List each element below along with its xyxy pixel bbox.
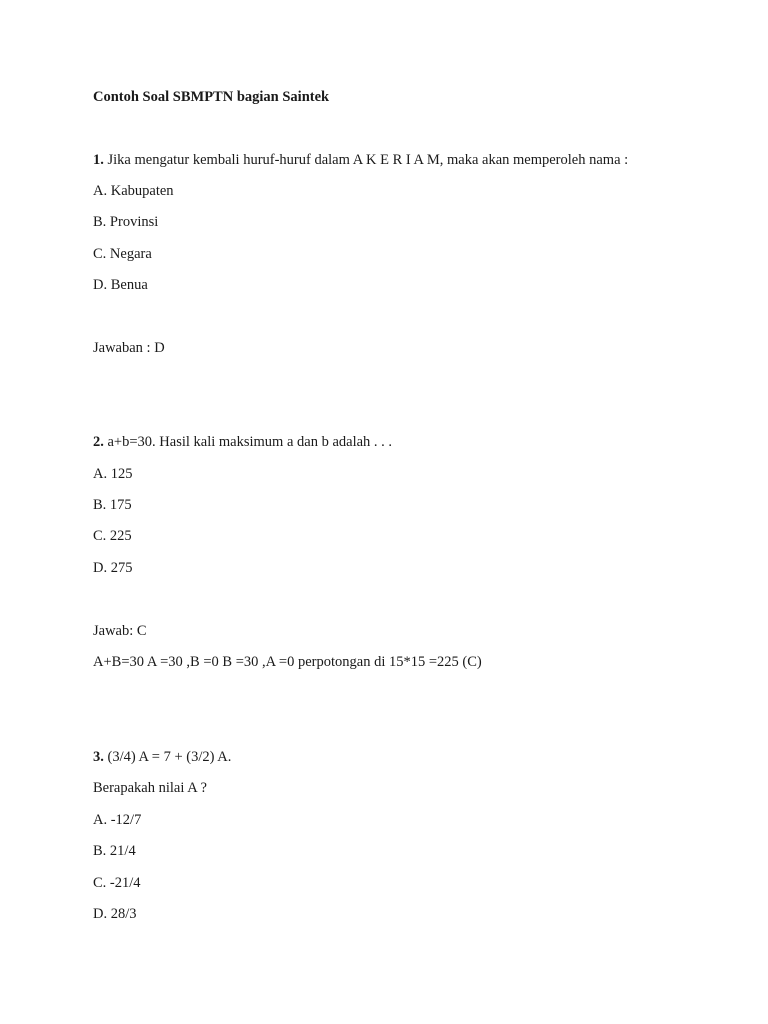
question-3-option-a: A. -12/7 [93,812,142,828]
question-1-option-d: D. Benua [93,277,148,293]
question-2-option-c: C. 225 [93,528,132,544]
question-3-option-d: D. 28/3 [93,906,137,922]
question-2-answer: Jawab: C [93,623,147,639]
document-title: Contoh Soal SBMPTN bagian Saintek [93,89,330,105]
question-1 [93,151,628,169]
question-2-explanation: A+B=30 A =30 ,B =0 B =30 ,A =0 perpotongan di 15*15 =225 (C) [93,654,482,670]
question-3-text: (3/4) A = 7 + (3/2) A. [103,749,232,765]
question-2-option-a: A. 125 [93,466,133,482]
question-2-option-b: B. 175 [93,497,132,513]
question-3-option-c: C. -21/4 [93,875,141,891]
question-3 [93,748,231,766]
question-1-answer: Jawaban : D [93,340,165,356]
question-2 [93,433,392,451]
question-3-option-b: B. 21/4 [93,843,136,859]
question-2-option-d: D. 275 [93,560,133,576]
question-1-option-c: C. Negara [93,246,152,262]
question-1-option-b: B. Provinsi [93,214,159,230]
question-1-option-a: A. Kabupaten [93,183,174,199]
question-3-subtext: Berapakah nilai A ? [93,780,207,796]
question-1-number: 1. [93,152,104,168]
question-3-number: 3. [93,749,104,765]
question-2-number: 2. [93,434,104,450]
question-1-text: Jika mengatur kembali huruf-huruf dalam A K E R I A M, maka akan memperoleh nama : [103,152,629,168]
question-2-text: a+b=30. Hasil kali maksimum a dan b adalah . . . [103,434,393,450]
